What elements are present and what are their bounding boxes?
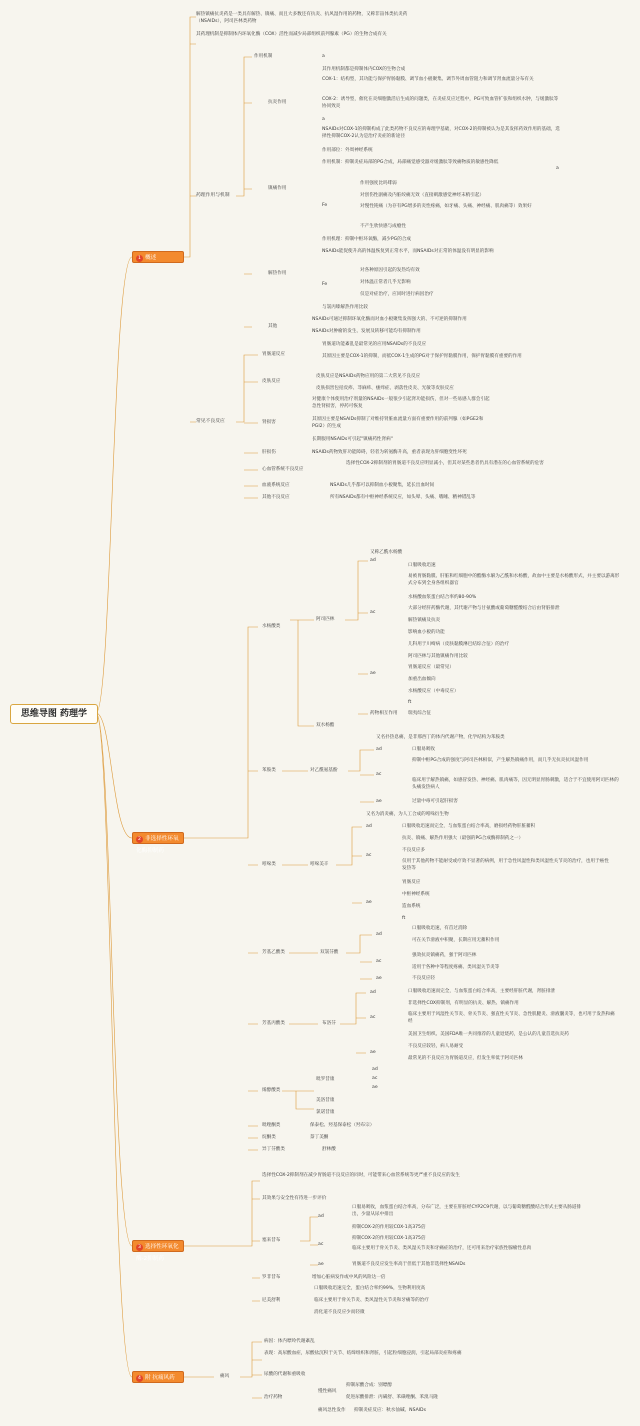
list-item: 中枢神经系统	[402, 892, 430, 897]
list-item: 作用机理：抑制中枢环氧酶，减少PG的合成	[322, 237, 412, 242]
list-item: COX-2：诱导型，催化在炎细胞激活后生成的问题类，在炎症反应过程中，PG可致血管扩张和组织水肿，与缓激肽等协同致炎	[322, 97, 559, 109]
section-label: 附 抗痛风药	[145, 1375, 175, 1381]
ae-node: ae	[376, 976, 382, 981]
list-item: 选择性COX-2抑制剂在减少胃肠道不良反应的同时，可能带来心血管系统等更严重不良反应的发生	[262, 1173, 460, 1178]
ac-node: ac	[376, 772, 382, 777]
list-item: 非选择性COX抑制剂，有明显的抗炎、解热、镇痛作用	[408, 1001, 519, 1006]
piroxicam-node[interactable]: 吡罗昔康	[316, 1077, 335, 1082]
list-item: 可在关节滑液中积聚，长期应用无蓄积作用	[412, 938, 500, 943]
list-item: a	[556, 166, 559, 171]
list-item: 药物相互作用	[370, 711, 398, 716]
number-badge: 1	[136, 255, 143, 262]
nimesulide-node[interactable]: 尼美舒利	[262, 1298, 281, 1303]
gi-reaction-node[interactable]: 胃肠道反应	[262, 352, 285, 357]
adverse-reactions-node[interactable]: 常见不良反应	[196, 419, 225, 424]
list-item: a	[322, 54, 325, 59]
list-item: 对创伤性剧痛及内脏绞痛无效（直接刺激感觉神经末梢引起）	[360, 193, 485, 198]
list-item: 适用于各种中等程度疼痛、类风湿关节炎等	[412, 965, 500, 970]
overview-intro: 解热镇痛抗炎药是一类具有解热、镇痛、而且大多数还有抗炎、抗风湿作用的药物，又称非甾体类抗炎药（NSAIDs），阿司匹林类药物	[196, 12, 408, 24]
list-item: 抑制炎症反应：秋水仙碱、NSAIDs	[354, 1408, 426, 1413]
arylacetic-node[interactable]: 芳基乙酸类	[262, 950, 285, 955]
list-item: 抗炎、镇痛、解热作用强大（最强的PG合成酶抑制药之一）	[402, 836, 524, 841]
list-item: 对健康个体使用治疗剂量的NSAIDs一般很少引起肾功能损伤，但对一些易感人群会引起急性肾损害，停药可恢复	[312, 397, 490, 409]
list-item: 萘丁美酮	[310, 1135, 329, 1140]
list-item: 与氯丙嗪解热作用比较	[322, 305, 368, 310]
meloxicam-node[interactable]: 美洛昔康	[316, 1098, 335, 1103]
ad-node: ad	[372, 1067, 378, 1072]
list-item: 口服易吸收，血浆蛋白结合率高，分布广泛，主要在肝脏经CYP2C9代谢，以与葡萄糖醛酸结合形式主要从肠道排出，少量从尿中排出	[352, 1205, 582, 1217]
fe-node: Fe	[322, 282, 328, 287]
list-item: 口服吸收迅速，有首过消除	[412, 926, 468, 931]
ibuprofen-node[interactable]: 布洛芬	[322, 1021, 336, 1026]
list-item: 口服易吸收	[412, 747, 435, 752]
list-item: 皮肤反应是NSAIDs药物应用的第二大常见不良反应	[316, 374, 421, 379]
chronic-gout-node[interactable]: 慢性痛风	[318, 1389, 337, 1394]
list-item: 抑制尿酸合成：别嘌醇	[346, 1383, 392, 1388]
list-item: 又名扑热息痛，是非那西丁的体内代谢产物，化学结构为苯胺类	[376, 735, 505, 740]
skin-reaction-node[interactable]: 皮肤反应	[262, 379, 281, 384]
list-item: NSAIDs对肿瘤的发生、发展及转移可能均有抑制作用	[312, 329, 421, 334]
list-item: 不良反应多	[402, 848, 425, 853]
ac-node: ac	[376, 959, 382, 964]
indomethacin-node[interactable]: 吲哚美辛	[310, 862, 329, 867]
number-badge: 2	[136, 836, 143, 843]
list-item: 对各种原因引起的发热均有效	[360, 268, 420, 273]
list-item: 最常见的不良反应为胃肠道反应，但发生率低于阿司匹林	[408, 1056, 523, 1061]
anti-inflammatory-node[interactable]: 抗炎作用	[268, 100, 287, 105]
list-item: COX-1：结构型，其功能与保护胃肠黏膜、调节血小板聚集、调节外周血管阻力和调节肾血流量分布有关	[322, 77, 534, 82]
section-cox2-selective[interactable]	[132, 1240, 184, 1262]
section-label: 非选择性环氧化酶抑制药	[136, 836, 179, 854]
cardio-node[interactable]: 心血管系统不良反应	[262, 467, 304, 472]
list-item: NSAIDs对COX-1的抑制构成了此类药物不良反应的毒理学基础，对COX-2的抑制被认为是其发挥药效作用的基础，选择性抑制COX-2认为是治疗炎症的新途径	[322, 127, 560, 139]
list-item: 加重出血倾向	[408, 677, 436, 682]
diflunisal-node[interactable]: 双水杨酯	[316, 723, 335, 728]
ae-node: ae	[370, 1050, 376, 1055]
list-item: 病因：体内嘌呤代谢紊乱	[264, 1339, 315, 1344]
list-item: 儿科用于川崎病（皮肤黏膜淋巴结综合征）的治疗	[408, 642, 510, 647]
list-item: 促进尿酸排泄：丙磺舒、苯磺唑酮、苯溴马隆	[346, 1395, 438, 1400]
arylpropionic-node[interactable]: 芳基丙酸类	[262, 1021, 285, 1026]
ae-node: ae	[376, 799, 382, 804]
acute-gout-node[interactable]: 痛风急性发作	[318, 1408, 346, 1413]
list-item: 胃肠道不良反应发生率高于但低于其他非选择性NSAIDs	[352, 1262, 466, 1267]
list-item: 抑制COX-2的作用较COX-1高375倍	[352, 1236, 426, 1241]
pyrazolones-node[interactable]: 吡唑酮类	[262, 1123, 281, 1128]
list-item: 瑞夷综合征	[408, 711, 431, 716]
list-item: 不良反应轻	[412, 976, 435, 981]
overview-mechanism: 其药理机制是抑制体内环氧化酶（COX）活性而减少局部组织前列腺素（PG）的生物合成有关	[196, 32, 387, 37]
list-item: 作用强度比吗啡弱	[360, 181, 397, 186]
ad-node: ad	[370, 990, 376, 995]
list-item: 美国卫生组织、美国FDA唯一共同推荐的儿童退烧药，是公认的儿童首选抗炎药	[408, 1032, 569, 1037]
list-item: 水杨酸血浆蛋白结合率约80-90%	[408, 595, 477, 600]
ad-node: ad	[366, 824, 372, 829]
list-item: 胃肠道反应（最常见）	[408, 665, 454, 670]
ac-node: ac	[370, 610, 376, 615]
list-item: 影响血小板的功能	[408, 630, 445, 635]
list-item: 仅是对症治疗，应同时进行病因治疗	[360, 292, 434, 297]
list-item: 其原因主要是COX-1的抑制，而抵COX-1生成的PG对于保护胃黏膜作用，保护胃黏膜有重要的作用	[322, 354, 522, 359]
blood-node[interactable]: 血液系统反应	[262, 483, 290, 488]
celecoxib-node[interactable]: 塞来昔布	[262, 1238, 281, 1243]
salicylates-node[interactable]: 水杨酸类	[262, 624, 281, 629]
list-item: 保泰松、羟基保泰松（羟布宗）	[310, 1123, 375, 1128]
list-item: 尿酸的代谢和重吸收	[264, 1372, 306, 1377]
list-item: 大部分经肝药酶代谢，其代谢产物与甘氨酸或葡萄糖醛酸结合后由肾脏排泄	[408, 606, 560, 611]
list-item: 舒林酸	[322, 1147, 336, 1152]
tenoxicam-node[interactable]: 氯诺昔康	[316, 1110, 335, 1115]
analgesic-node[interactable]: 镇痛作用	[268, 186, 287, 191]
list-item: 临床主要用于骨关节炎、类风湿关节炎和牙痛症的治疗，还可用来治疗家族性腺瘤性息肉	[352, 1246, 532, 1251]
list-item: 造血系统	[402, 904, 421, 909]
list-item: 胃肠反应	[402, 880, 421, 885]
enolic-acids-node[interactable]: 烯醇酸类	[262, 1088, 281, 1093]
list-item: 皮肤损害包括皮疹、荨麻疹、瘙痒症、剥落性皮炎、光敏等皮肤反应	[316, 386, 454, 391]
diclofenac-node[interactable]: 双氯芬酸	[320, 950, 339, 955]
list-item: 解热镇痛及抗炎	[408, 618, 441, 623]
list-item: 作用部位：外周神经系统	[322, 148, 373, 153]
list-item: NSAIDs能促使升高的体温恢复到正常水平，而NSAIDs对正常的体温没有明显的影响	[322, 249, 494, 254]
list-item: 仅用于其他药物不能耐受或疗效不显著的病例，用于急性风湿性和类风湿性关节炎的治疗，也用于癌性发热等	[402, 859, 609, 871]
root-topic[interactable]: 思维导图 药理学	[10, 704, 98, 724]
list-item: NSAIDs药物致肝功能障碍，轻者为转氨酶升高，重者表现为肝细胞变性坏死	[312, 450, 467, 455]
list-item: a	[322, 117, 325, 122]
indoles-node[interactable]: 吲哚类	[262, 862, 276, 867]
list-item: 对体温正常者几乎无影响	[360, 280, 411, 285]
liver-node[interactable]: 肝损伤	[262, 450, 276, 455]
pharmacology-node[interactable]: 药理作用与机制	[196, 193, 230, 198]
list-item: 增加心脏病发作或中风的风险达一倍	[312, 1275, 386, 1280]
ae-node: ae	[366, 900, 372, 905]
list-item: 表现：高尿酸血症，尿酸盐沉积于关节、结缔组织和肾脏，引起粒细胞浸润，引起局部炎症和疼痛	[264, 1351, 462, 1356]
aspirin-node[interactable]: 阿司匹林	[316, 617, 335, 622]
list-item: 其原因主要是NSAIDs抑制了对维持肾脏血流量方面有重要作用的前列腺（如PGE2和PGI2）的生成	[312, 417, 484, 429]
anilines-node[interactable]: 苯胺类	[262, 768, 276, 773]
list-item: 临床用于解热镇痛，如感冒发热、神经痛、肌肉痛等，因无明显胃肠刺激，适合于不宜使用阿司匹林的头痛发热病人	[412, 778, 619, 790]
list-item: 作用机制：抑制炎症局部的PG合成，局部痛觉感受器对缓激肽等致痛物质的敏感性降低	[322, 160, 499, 165]
list-item: 易被胃肠黏膜、肝脏和红细胞中的酯酶水解为乙酰和水杨酸，故血中主要是水杨酸形式，并主要以游离形式分布到全身各组织器官	[408, 574, 620, 586]
anthranilic-node[interactable]: 异丁芬酸类	[262, 1147, 285, 1152]
list-item: NSAIDs几乎都可以抑制血小板聚集，延长出血时间	[330, 483, 435, 488]
number-badge: 3	[136, 1244, 143, 1251]
ae-node: ae	[372, 1085, 378, 1090]
fe-node: Fe	[322, 203, 328, 208]
list-item: 不良反应较轻，病人易耐受	[408, 1044, 464, 1049]
list-item: 口服吸收迅速而完全，与血浆蛋白结合率高，主要经肝脏代谢，肾脏排泄	[408, 989, 556, 994]
list-item: 口服吸收迅速完全，蛋白结合率约99%，生物利用度高	[314, 1286, 426, 1291]
list-item: 又名为消炎痛，为人工合成的吲哚衍生物	[366, 812, 449, 817]
treatment-node[interactable]: 治疗药物	[264, 1395, 283, 1400]
ac-node: ac	[370, 1015, 376, 1020]
section-overview[interactable]	[132, 251, 184, 263]
list-item: ft	[408, 700, 412, 705]
section-anti-gout[interactable]	[132, 1371, 184, 1383]
renal-node[interactable]: 肾损害	[262, 420, 276, 425]
list-item: 又称乙酰水杨酸	[370, 550, 403, 555]
section-label: 选择性环氧化酶-2抑制药	[136, 1244, 179, 1262]
ac-node: ac	[372, 1076, 378, 1081]
list-item: 抑制中枢PG合成的强度与阿司匹林相似，产生解热镇痛作用，而几乎无抗炎抗风湿作用	[412, 758, 589, 763]
paracetamol-node[interactable]: 对乙酰氨基酚	[310, 768, 338, 773]
list-item: 水杨酸反应（中毒反应）	[408, 689, 459, 694]
list-item: 胃肠道功能紊乱是最常见的应用NSAIDs的不良反应	[322, 342, 427, 347]
other-node[interactable]: 其他	[268, 324, 278, 329]
list-item: 临床主要用于风湿性关节炎、骨关节炎、强直性关节炎、急性肌腱炎、滑液囊炎等，也可用于发热和痛经	[408, 1012, 615, 1024]
ac-node: ac	[318, 1242, 324, 1247]
list-item: 消化道不良反应少而轻微	[314, 1310, 365, 1315]
list-item: 选择性COX-2抑制剂的胃肠道不良反应明显减小，但其对某些患者仍具有潜在的心血管系统的危害	[346, 461, 544, 466]
ad-node: ad	[376, 932, 382, 937]
ad-node: ad	[370, 558, 376, 563]
antipyretic-node[interactable]: 解热作用	[268, 271, 287, 276]
ad-node: ad	[376, 747, 382, 752]
list-item: 长期服用NSAIDs可引起"镇痛药性肾病"	[312, 437, 393, 442]
list-item: 其作用机制都是抑制体内COX的生物合成	[322, 67, 406, 72]
number-badge: 4	[136, 1375, 143, 1382]
alkanones-node[interactable]: 烷酮类	[262, 1135, 276, 1140]
list-item: 临床主要用于骨关节炎、类风湿性关节炎和牙痛等的治疗	[314, 1298, 429, 1303]
ae-node: ae	[318, 1262, 324, 1267]
list-item: 对慢性钝痛（为存有PG增多的炎性疼痛，如牙痛、头痛、神经痛、肌肉痛等）效果好	[360, 204, 532, 209]
list-item: 抑制COX-2的作用较COX-1高375倍	[352, 1225, 426, 1230]
list-item: 口服吸收迅速	[408, 563, 436, 568]
list-item: 强效抗炎镇痛药，强于阿司匹林	[412, 953, 477, 958]
list-item: 所有NSAIDs都有中枢神经系统反应，如头晕、头痛、嗜睡、精神错乱等	[330, 495, 476, 500]
rofecoxib-node[interactable]: 罗非昔布	[262, 1275, 281, 1280]
action-mechanism-node[interactable]: 作用机制	[254, 54, 273, 59]
section-label: 概述	[145, 255, 157, 261]
list-item: 口服吸收迅速而完全，与血浆蛋白结合率高，磨损经药物肝脏蓄积	[402, 824, 536, 829]
ac-node: ac	[366, 853, 372, 858]
ae-node: ae	[370, 671, 376, 676]
list-item: 其效果与安全性有待进一步评价	[262, 1196, 327, 1201]
section-nonselective-cox[interactable]	[132, 832, 184, 854]
list-item: NSAIDs可通过抑制环氧化酶而对血小板聚集发挥强大的、不可逆的抑制作用	[312, 317, 467, 322]
gout-node[interactable]: 痛风	[220, 1374, 230, 1379]
list-item: 阿司匹林与其他镇痛作用比较	[408, 654, 468, 659]
ad-node: ad	[318, 1214, 324, 1219]
cns-node[interactable]: 其他不良反应	[262, 495, 290, 500]
list-item: 不产生欣快感与成瘾性	[360, 224, 406, 229]
list-item: ft	[402, 916, 406, 921]
list-item: 过量中毒可引起肝损害	[412, 799, 458, 804]
